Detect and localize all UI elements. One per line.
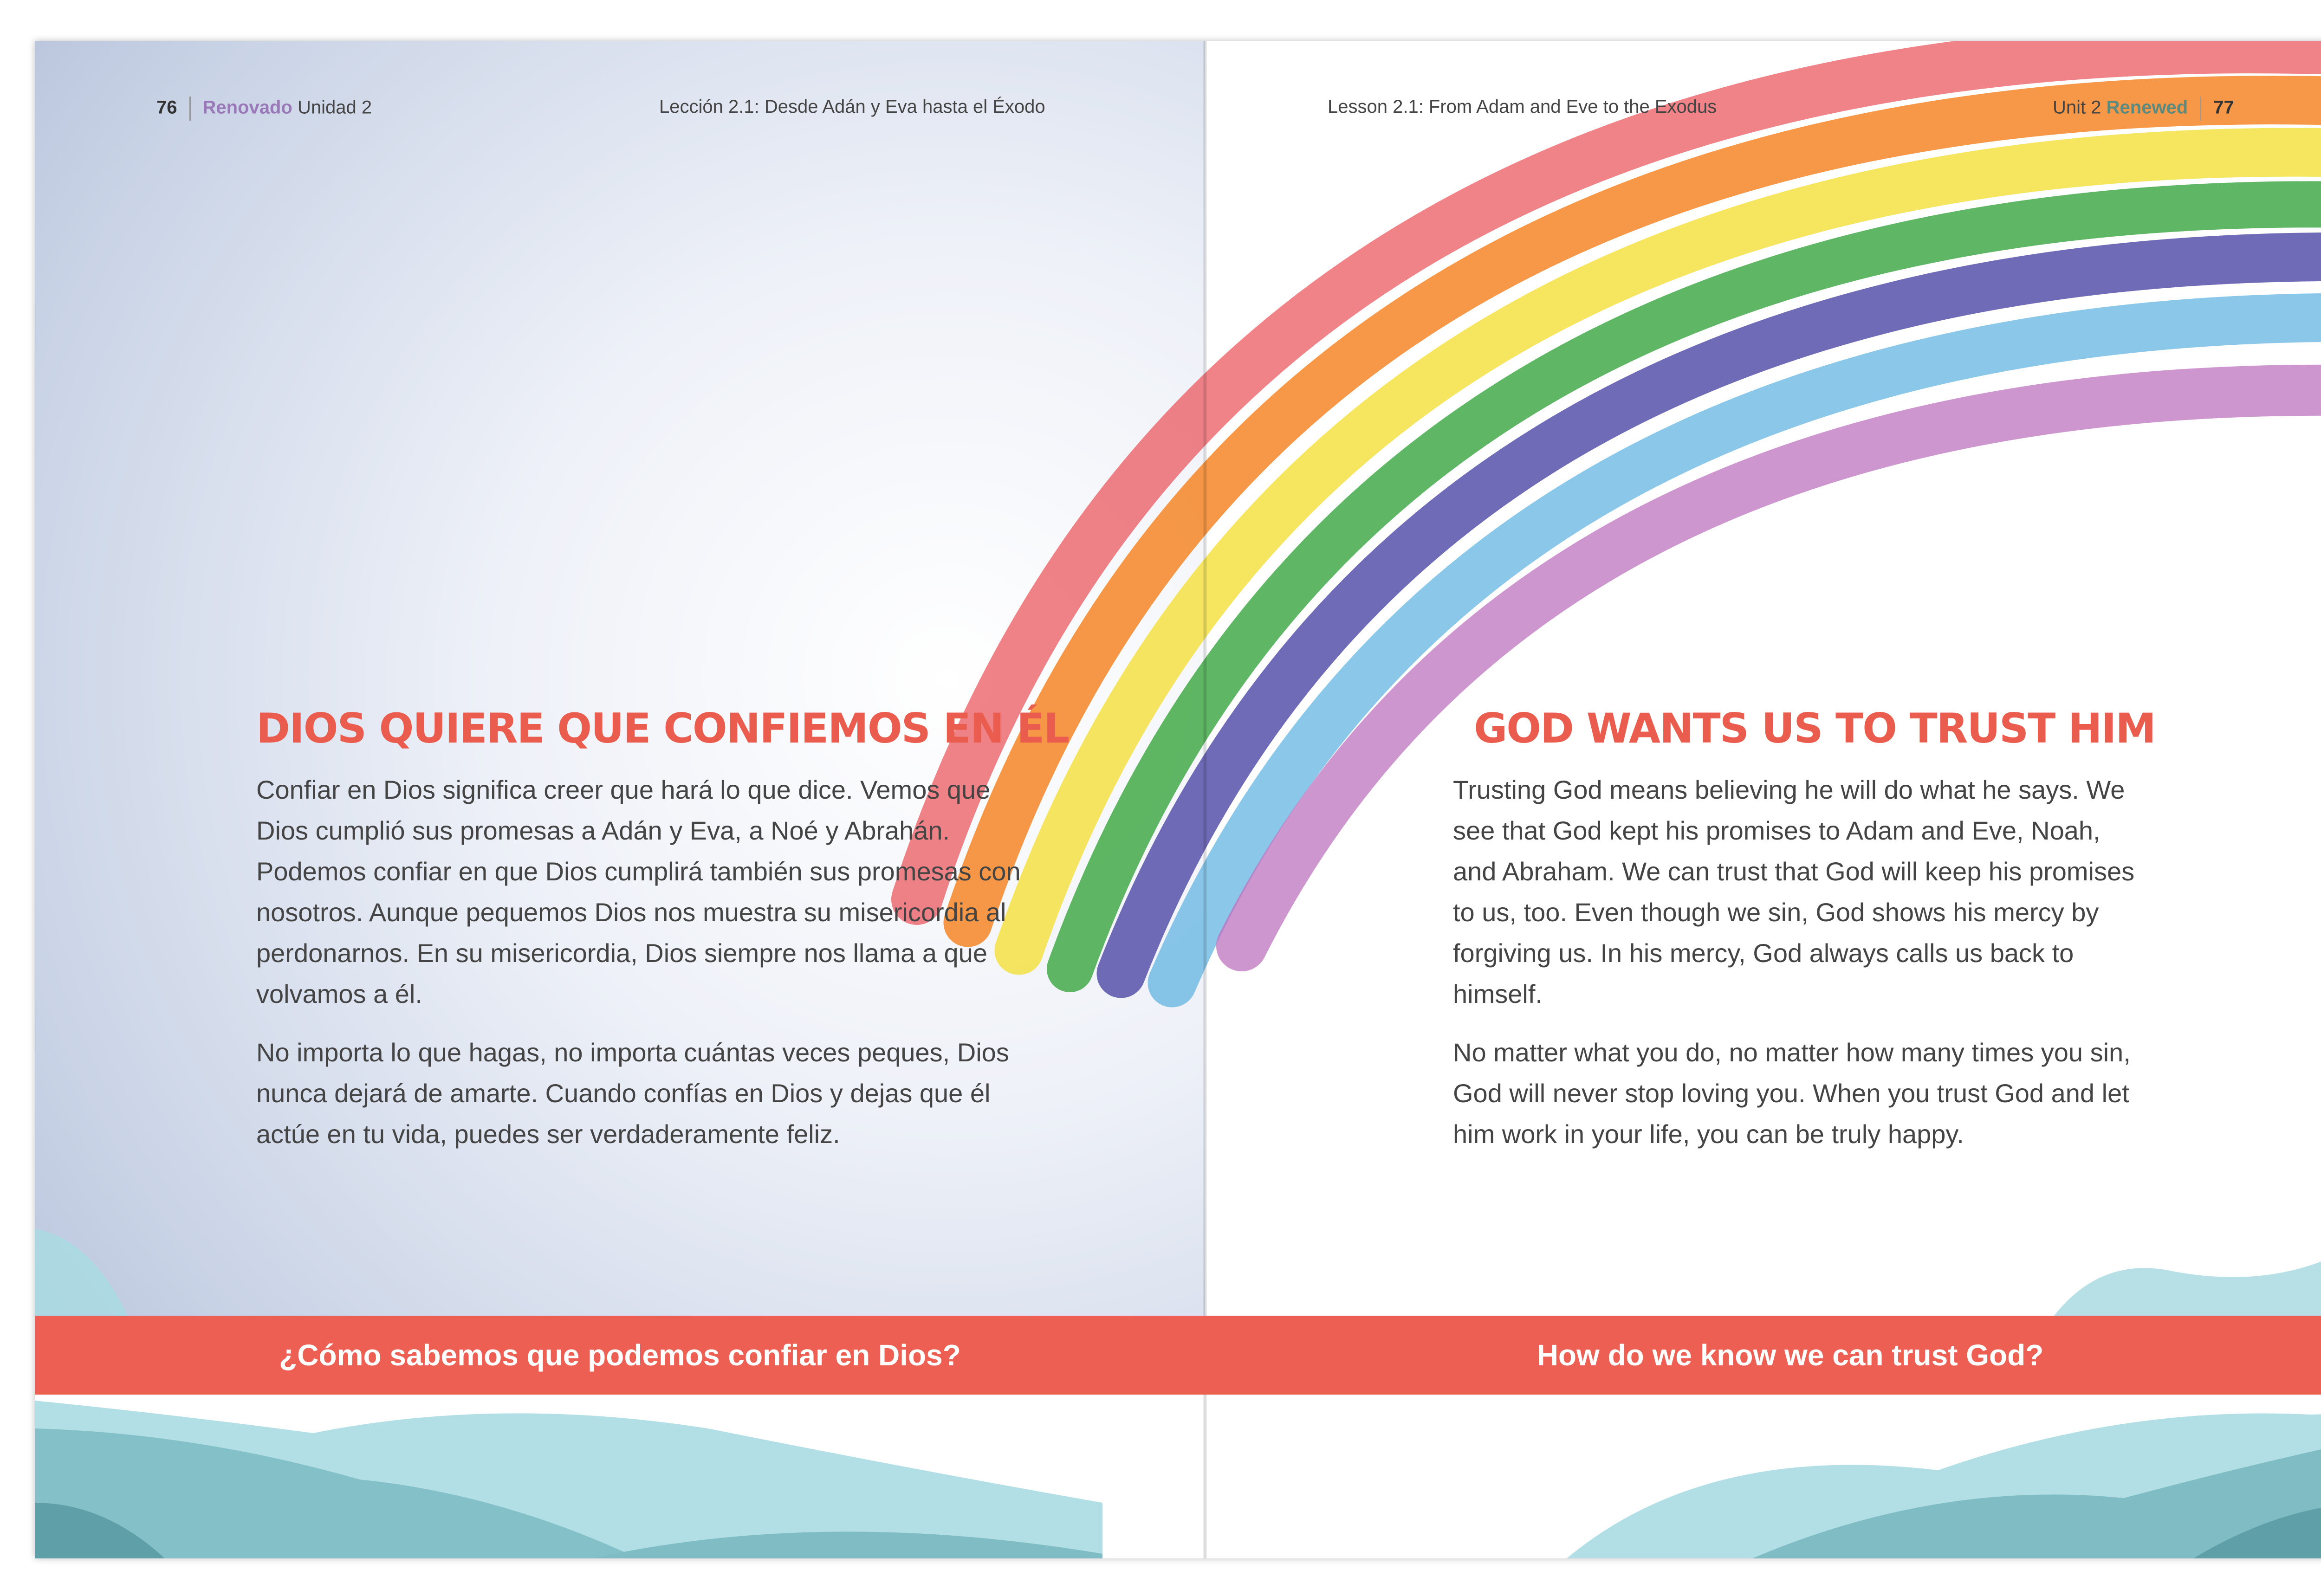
header-divider	[189, 97, 191, 121]
left-heading: DIOS QUIERE QUE CONFIEMOS EN ÉL	[256, 704, 1069, 752]
right-lesson-title: Lesson 2.1: From Adam and Eve to the Exodus	[1328, 97, 1717, 117]
left-paragraph-2: No importa lo que hagas, no importa cuántas veces peques, Dios nunca dejará de amarte. Cuando confías en Dios y dejas que él actúe en tu vida, puedes ser verdaderamente feliz.	[256, 1038, 1009, 1149]
right-paragraph-2: No matter what you do, no matter how many times you sin, God will never stop loving you. When you trust God and let him work in your life, you can be truly happy.	[1453, 1038, 2131, 1149]
left-page-number: 76	[156, 97, 177, 118]
header-divider	[2200, 97, 2201, 121]
left-running-header	[156, 97, 372, 121]
left-paragraph-1: Confiar en Dios significa creer que hará lo que dice. Vemos que Dios cumplió sus promesas a Adán y Eva, a Noé y Abrahán. Podemos confiar en que Dios cumplirá también sus promesas con nosotros. Aunque pequemos Dios nos muestra su misericordia al perdonarnos. En su misericordia, Dios siempre nos llama a que volvamos a él.	[256, 775, 1021, 1008]
right-heading: GOD WANTS US TO TRUST HIM	[1474, 704, 2155, 752]
left-body	[256, 769, 1022, 1172]
right-body	[1453, 769, 2149, 1172]
book-spread	[35, 41, 2321, 1558]
right-question-text: How do we know we can trust God?	[1537, 1338, 2044, 1372]
right-unit: Unit 2	[2053, 97, 2101, 118]
right-question-banner	[1205, 1316, 2321, 1395]
right-running-header	[2053, 97, 2234, 121]
left-question-text: ¿Cómo sabemos que podemos confiar en Dios?	[279, 1338, 961, 1372]
right-paragraph-1: Trusting God means believing he will do what he says. We see that God kept his promises to Adam and Eve, Noah, and Abraham. We can trust that God will keep his promises to us, too. Even though we sin, God shows his mercy by forgiving us. In his mercy, God always calls us back to himself.	[1453, 775, 2135, 1008]
left-lesson-title: Lección 2.1: Desde Adán y Eva hasta el Éxodo	[659, 97, 1045, 117]
right-brand: Renewed	[2106, 97, 2188, 118]
right-page-number: 77	[2213, 97, 2234, 118]
left-brand: Renovado	[202, 97, 292, 118]
left-unit: Unidad 2	[297, 97, 372, 118]
left-question-banner	[35, 1316, 1205, 1395]
